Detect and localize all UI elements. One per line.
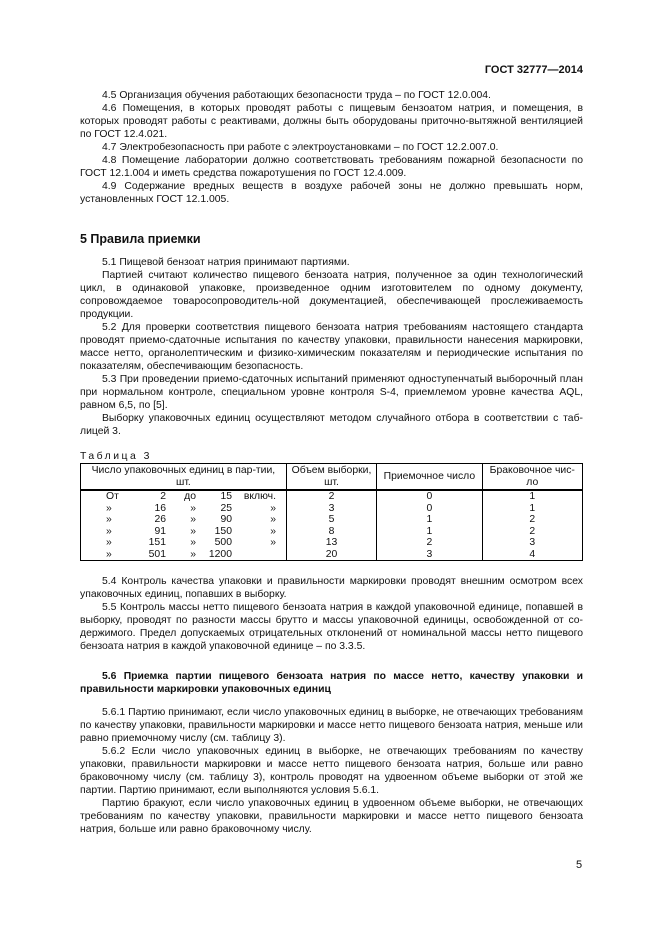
paragraph: 5.5 Контроль массы нетто пищевого бензоата натрия в каждой упаковочной единице, попавшей в выборку, проводят по разности массы брутто и массы упаковочной единицы, освобожденной от со-держимого. Предел допускаемых отрицательных отклонений от номинальной массы нетто пищевого бензоата натрия в каждой упаковочной единице – по 3.3.5. <box>80 602 583 652</box>
table-header: Объем выборки, шт. <box>286 464 376 491</box>
lot-range-part: 91 <box>154 525 166 537</box>
reject-cell: 2 <box>482 526 582 538</box>
lot-size-cell <box>81 490 287 503</box>
lot-range-part: 500 <box>214 537 232 548</box>
lot-range-part: » <box>106 548 112 560</box>
lot-range-part: » <box>190 548 196 560</box>
lot-range-part: 501 <box>148 548 166 560</box>
acceptance-table <box>80 463 583 561</box>
paragraph: 5.4 Контроль качества упаковки и правильности маркировки проводят внешним осмотром всех упаковочных единиц, попавших в выборку. <box>80 576 583 600</box>
lot-range-part: » <box>270 537 276 548</box>
lot-size-cell <box>81 514 287 526</box>
table-row <box>81 549 583 561</box>
lot-range-part: 2 <box>160 491 166 502</box>
paragraph: 5.6.1 Партию принимают, если число упаковочных единиц в выборке, не отвечающих требованиям по качеству упаковки, правильности маркировки и массе нетто пищевого бензоата натрия, меньше или равно приемочному числу (см. таблицу 3). <box>80 707 583 744</box>
paragraph: 4.5 Организация обучения работающих безопасности труда – по ГОСТ 12.0.004. <box>102 90 491 101</box>
lot-range-part <box>232 549 276 561</box>
sample-cell: 8 <box>286 526 376 538</box>
section-heading: 5 Правила приемки <box>80 232 201 246</box>
lot-range-part: » <box>106 514 112 525</box>
table-row <box>81 537 583 549</box>
paragraph: 4.8 Помещение лаборатории должно соответствовать требованиям пожарной безопасности по ГОСТ 12.1.004 и иметь средства пожаротушения по ГОСТ 12.4.009. <box>80 155 583 179</box>
lot-range-part: » <box>106 502 112 514</box>
paragraph: 5.2 Для проверки соответствия пищевого бензоата натрия требованиям настоящего стандарта проводят приемо-сдаточные испытания по качеству упаковки, правильности нанесения маркировки, массе нетто, органолептическим и физико-химическим показателям и периодические испытания по показателям, обеспечивающим безопасность. <box>80 322 583 372</box>
lot-range-part: 151 <box>148 537 166 548</box>
sample-cell: 13 <box>286 537 376 549</box>
paragraph: 4.9 Содержание вредных веществ в воздухе рабочей зоны не должно превышать норм, установленных ГОСТ 12.1.005. <box>80 181 583 205</box>
accept-cell: 1 <box>377 526 482 538</box>
lot-range-part: » <box>106 525 112 537</box>
lot-range-part: » <box>190 525 196 537</box>
sample-cell: 5 <box>286 514 376 526</box>
paragraph: Выборку упаковочных единиц осуществляют методом случайного отбора в соответствии с таб-лицей 3. <box>80 413 583 437</box>
lot-range-part: » <box>190 514 196 525</box>
reject-cell: 2 <box>482 514 582 526</box>
accept-cell: 0 <box>377 503 482 515</box>
paragraph: Партию бракуют, если число упаковочных единиц в удвоенном объеме выборки, не отвечающих требованиям по качеству упаковки, правильности маркировки и массе нетто пищевого бензоата натрия, больше или равно браковочному числу. <box>80 798 583 835</box>
reject-cell: 1 <box>482 503 582 515</box>
page-body <box>80 89 583 836</box>
page-number: 5 <box>576 859 583 871</box>
document-header: ГОСТ 32777—2014 <box>484 64 583 76</box>
lot-range-part: включ. <box>243 491 276 502</box>
accept-cell: 1 <box>377 514 482 526</box>
paragraph: 5.3 При проведении приемо-сдаточных испытаний применяют одноступенчатый выборочный план при нормальном контроле, специальном уровне контроля S-4, приемлемом уровне качества AQL, равном 6,5, по [5]. <box>80 374 583 411</box>
table-row <box>81 526 583 538</box>
lot-range-part: 16 <box>154 502 166 514</box>
accept-cell: 3 <box>377 549 482 561</box>
sample-cell: 20 <box>286 549 376 561</box>
lot-range-part: » <box>270 502 276 514</box>
table-header: Число упаковочных единиц в пар-тии, шт. <box>81 464 287 491</box>
paragraph: 5.6.2 Если число упаковочных единиц в выборке, не отвечающих требованиям по качеству упаковки, правильности маркировки и массе нетто пищевого бензоата натрия, больше или равно браковочному числу (см. таблицу 3), контроль проводят на удвоенном объеме выборки от этой же партии. Партию принимают, если выполняются условия 5.6.1. <box>80 746 583 796</box>
reject-cell: 3 <box>482 537 582 549</box>
lot-range-part: 15 <box>220 491 232 502</box>
paragraph: Партией считают количество пищевого бензоата натрия, полученное за один технологический цикл, в одинаковой упаковке, произведенное одним изготовителем по одному документу, сопровождаемое товаросопроводитель-ной документацией, обеспечивающей прослеживаемость продукции. <box>80 270 583 320</box>
lot-range-part: 25 <box>220 502 232 514</box>
subsection-heading: 5.6 Приемка партии пищевого бензоата натрия по массе нетто, качеству упаковки и правильности маркировки упаковочных единиц <box>80 671 583 695</box>
reject-cell: 4 <box>482 549 582 561</box>
paragraph: 4.7 Электробезопасность при работе с электроустановками – по ГОСТ 12.2.007.0. <box>102 142 499 153</box>
sample-cell: 3 <box>286 503 376 515</box>
table-row <box>81 503 583 515</box>
accept-cell: 2 <box>377 537 482 549</box>
lot-range-part: 1200 <box>208 548 232 560</box>
lot-range-part: » <box>106 537 112 548</box>
lot-range-part: 90 <box>220 514 232 525</box>
lot-range-part: 26 <box>154 514 166 525</box>
lot-range-part: » <box>270 525 276 537</box>
table-caption: Таблица 3 <box>80 451 152 462</box>
sample-cell: 2 <box>286 490 376 503</box>
lot-range-part: 150 <box>214 525 232 537</box>
table-header: Приемочное число <box>377 464 482 491</box>
table-row <box>81 490 583 503</box>
lot-range-part: От <box>106 491 119 502</box>
lot-range-part: » <box>190 502 196 514</box>
paragraph: 4.6 Помещения, в которых проводят работы с пищевым бензоатом натрия, и помещения, в которых проводят работы с реактивами, должны быть оборудованы приточно-вытяжной вентиляцией по ГОСТ 12.4.021. <box>80 103 583 140</box>
lot-size-cell <box>81 503 287 515</box>
table-row <box>81 514 583 526</box>
lot-size-cell <box>81 537 287 549</box>
lot-size-cell <box>81 526 287 538</box>
reject-cell: 1 <box>482 490 582 503</box>
table-header: Браковочное чис-ло <box>482 464 582 491</box>
paragraph: 5.1 Пищевой бензоат натрия принимают партиями. <box>102 257 350 268</box>
lot-range-part: » <box>270 514 276 525</box>
lot-range-part: до <box>184 491 196 502</box>
lot-size-cell <box>81 549 287 561</box>
lot-range-part: » <box>190 537 196 548</box>
accept-cell: 0 <box>377 490 482 503</box>
